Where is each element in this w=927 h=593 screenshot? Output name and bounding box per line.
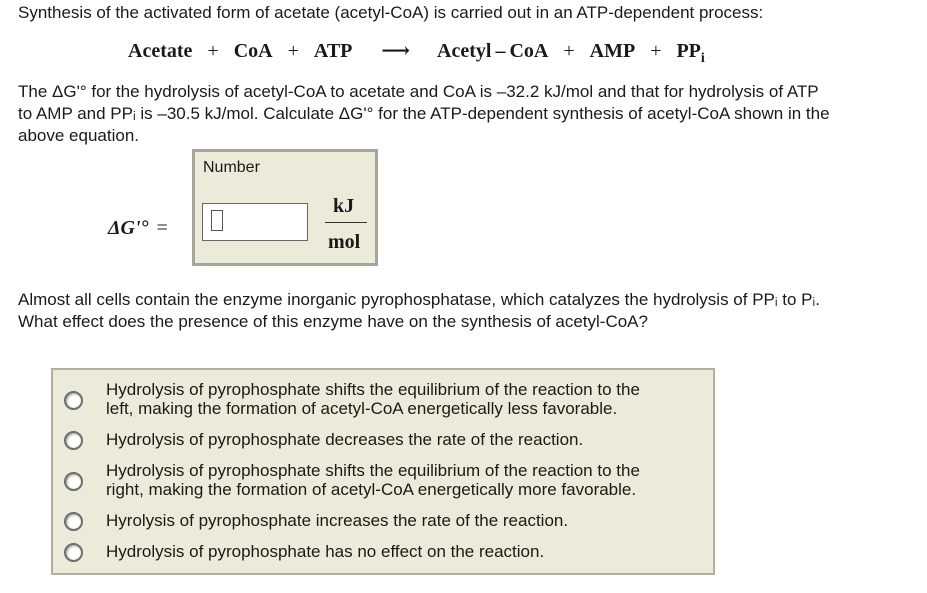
equation-pp-subscript: i [700,51,705,66]
option-line: Hydrolysis of pyrophosphate shifts the equilibrium of the reaction to the [106,461,640,480]
option-line: Hydrolysis of pyrophosphate decreases the rate of the reaction. [106,430,584,449]
equation-amp: AMP [589,40,636,62]
equation-plus: + [650,40,662,62]
radio-option-2[interactable] [64,431,83,450]
equals-sign: = [156,217,168,239]
equation-plus: + [563,40,575,62]
unit-fraction-bar [325,222,367,223]
question-text [18,289,918,333]
option-3-label[interactable] [106,461,706,499]
option-line: Hyrolysis of pyrophosphate increases the rate of the reaction. [106,511,569,530]
question-line: What effect does the presence of this enzyme have on the synthesis of acetyl-CoA? [18,312,648,331]
radio-option-3[interactable] [64,472,83,491]
problem-line: The ΔG'° for the hydrolysis of acetyl-CoA to acetate and CoA is –32.2 kJ/mol and that for hydrolysis of ATP [18,82,819,101]
reaction-arrow-icon: ⟶ [381,40,411,62]
equation-acetyl-coa: Acetyl – CoA [437,40,549,62]
option-1-label[interactable] [106,380,706,418]
intro-text: Synthesis of the activated form of acetate (acetyl-CoA) is carried out in an ATP-dependent process: [18,3,764,22]
equation-coa: CoA [233,40,273,62]
equation-pp [676,40,704,67]
equation-plus: + [287,40,299,62]
option-line: left, making the formation of acetyl-CoA energetically less favorable. [106,399,618,418]
option-2-label[interactable] [106,430,706,449]
unit-denominator: mol [328,231,361,253]
option-line: Hydrolysis of pyrophosphate shifts the equilibrium of the reaction to the [106,380,640,399]
reaction-equation [128,38,705,67]
problem-text [18,81,918,147]
equation-plus: + [207,40,219,62]
option-line: right, making the formation of acetyl-CoA energetically more favorable. [106,480,637,499]
number-label: Number [203,159,260,176]
text-cursor-icon [211,210,223,231]
radio-option-5[interactable] [64,543,83,562]
problem-line: to AMP and PPᵢ is –30.5 kJ/mol. Calculate ΔG'° for the ATP-dependent synthesis of acetyl-CoA shown in the [18,104,830,123]
unit-numerator: kJ [333,195,355,217]
radio-option-1[interactable] [64,391,83,410]
equation-atp: ATP [313,40,353,62]
option-4-label[interactable] [106,511,706,530]
radio-option-4[interactable] [64,512,83,531]
equation-pp-main: PP [676,40,701,62]
equation-acetate: Acetate [128,40,193,62]
delta-g-symbol: ΔG'° [108,217,149,239]
option-5-label[interactable] [106,542,706,561]
question-line: Almost all cells contain the enzyme inorganic pyrophosphatase, which catalyzes the hydrolysis of PPᵢ to Pᵢ. [18,290,820,309]
delta-g-label [108,217,168,240]
option-line: Hydrolysis of pyrophosphate has no effect on the reaction. [106,542,545,561]
problem-line: above equation. [18,126,139,145]
